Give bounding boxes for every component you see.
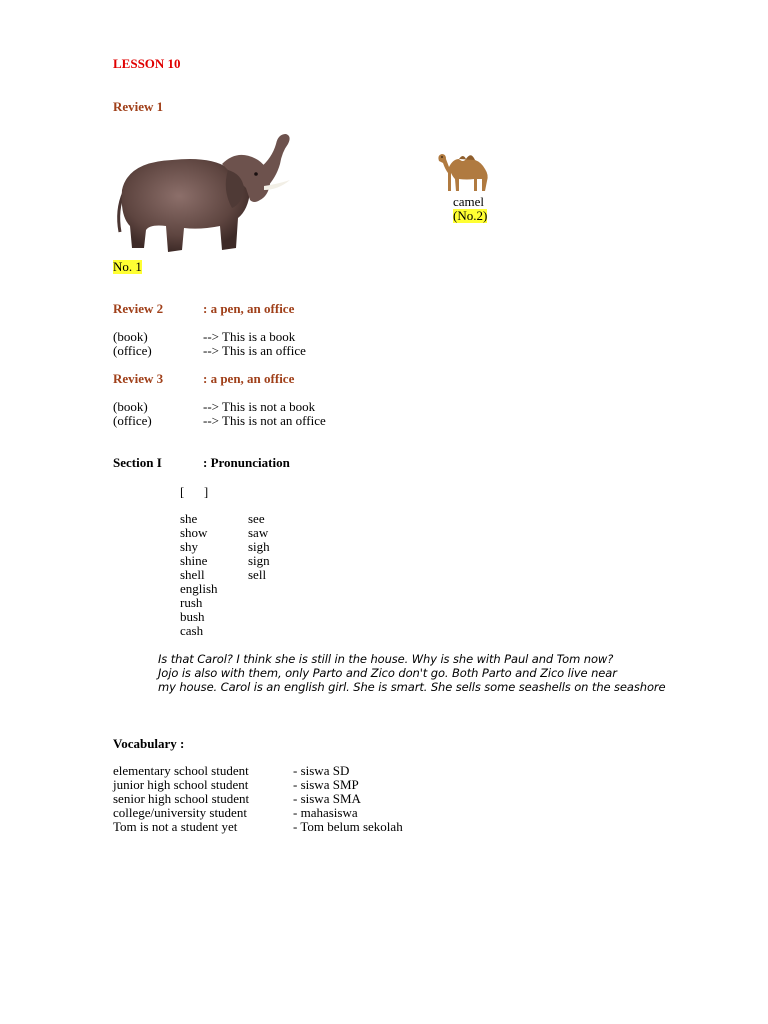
word-list-item: english — [180, 581, 218, 596]
phonetic-symbol: [ ] — [180, 484, 209, 499]
vocab-meaning: - siswa SMA — [293, 791, 361, 806]
review3-word: (office) — [113, 413, 152, 428]
word-list-item: saw — [248, 525, 269, 540]
vocab-meaning: - siswa SD — [293, 763, 350, 778]
word-list-item: sigh — [248, 539, 270, 554]
vocab-term: junior high school student — [113, 777, 249, 792]
section1-subtitle: : Pronunciation — [203, 455, 290, 470]
review3-sentence: --> This is not an office — [203, 413, 326, 428]
review2-word: (office) — [113, 343, 152, 358]
word-list-item: sign — [248, 553, 270, 568]
review2-word: (book) — [113, 329, 148, 344]
camel-image — [433, 147, 495, 192]
camel-number: (No.2) — [453, 208, 488, 223]
review3-subtitle: : a pen, an office — [203, 371, 295, 386]
vocab-term: senior high school student — [113, 791, 250, 806]
vocab-meaning: - Tom belum sekolah — [293, 819, 403, 834]
elephant-image — [110, 130, 295, 258]
review2-subtitle: : a pen, an office — [203, 301, 295, 316]
review3-word: (book) — [113, 399, 148, 414]
lesson-title: LESSON 10 — [113, 56, 181, 71]
word-list-item: show — [180, 525, 208, 540]
vocab-term: college/university student — [113, 805, 247, 820]
word-list-item: shell — [180, 567, 205, 582]
pronunciation-paragraph-line: Is that Carol? I think she is still in the house. Why is she with Paul and Tom now? — [158, 652, 614, 666]
vocab-meaning: - siswa SMP — [293, 777, 359, 792]
word-list-item: shy — [180, 539, 199, 554]
vocabulary-heading: Vocabulary : — [113, 736, 185, 751]
word-list-item: sell — [248, 567, 267, 582]
word-list-item: shine — [180, 553, 208, 568]
pronunciation-paragraph-line: my house. Carol is an english girl. She is smart. She sells some seashells on the seashore — [158, 680, 666, 694]
review3-heading: Review 3 — [113, 371, 164, 386]
review3-sentence: --> This is not a book — [203, 399, 316, 414]
review2-heading: Review 2 — [113, 301, 164, 316]
word-list-item: see — [248, 511, 265, 526]
review2-sentence: --> This is a book — [203, 329, 296, 344]
review1-heading: Review 1 — [113, 99, 164, 114]
elephant-number: No. 1 — [113, 259, 142, 274]
camel-caption: camel — [453, 194, 485, 209]
review2-sentence: --> This is an office — [203, 343, 306, 358]
section1-heading: Section I — [113, 455, 162, 470]
word-list-item: she — [180, 511, 198, 526]
pronunciation-paragraph-line: Jojo is also with them, only Parto and Zico don't go. Both Parto and Zico live near — [158, 666, 617, 680]
word-list-item: rush — [180, 595, 203, 610]
vocab-meaning: - mahasiswa — [293, 805, 358, 820]
vocab-term: elementary school student — [113, 763, 249, 778]
word-list-item: bush — [180, 609, 205, 624]
word-list-item: cash — [180, 623, 204, 638]
vocab-term: Tom is not a student yet — [113, 819, 238, 834]
